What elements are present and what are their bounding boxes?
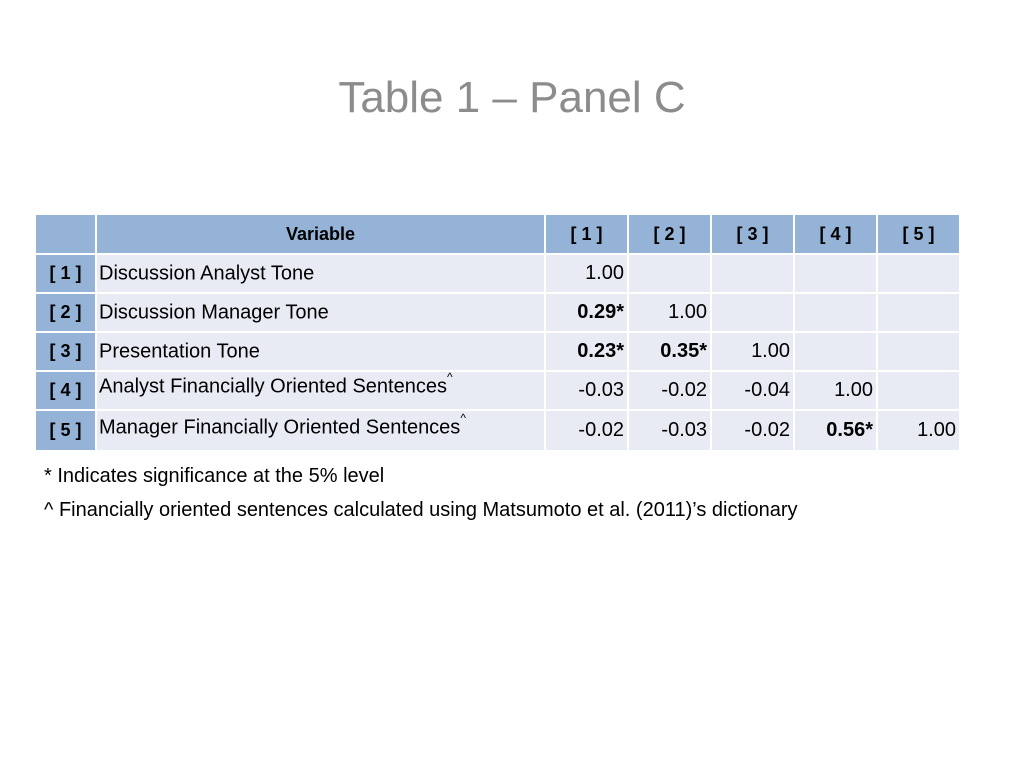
correlation-table <box>34 213 961 452</box>
table-row <box>36 255 959 292</box>
value-cell <box>878 294 959 331</box>
row-id: [ 2 ] <box>36 294 95 331</box>
table-row <box>36 411 959 450</box>
value-cell: 1.00 <box>795 372 876 409</box>
value-cell <box>878 333 959 370</box>
footnote-marker: ^ <box>446 370 453 384</box>
value-cell <box>712 294 793 331</box>
row-id: [ 3 ] <box>36 333 95 370</box>
value-cell <box>795 333 876 370</box>
value-cell: 0.29* <box>546 294 627 331</box>
header-corner-cell <box>36 215 95 253</box>
slide-title: Table 1 – Panel C <box>338 73 686 122</box>
header-col-5: [ 5 ] <box>878 215 959 253</box>
value-cell <box>795 255 876 292</box>
value-cell <box>712 255 793 292</box>
header-col-1: [ 1 ] <box>546 215 627 253</box>
value-cell: 1.00 <box>546 255 627 292</box>
value-cell: 1.00 <box>629 294 710 331</box>
value-cell: 0.56* <box>795 411 876 450</box>
value-cell: -0.02 <box>712 411 793 450</box>
value-cell: -0.02 <box>629 372 710 409</box>
variable-name <box>97 372 544 409</box>
table-header-row <box>36 215 959 253</box>
value-cell: -0.03 <box>546 372 627 409</box>
variable-label: Analyst Financially Oriented Sentences <box>99 375 447 398</box>
variable-name <box>97 294 544 331</box>
header-variable: Variable <box>97 215 544 253</box>
footnote-marker: ^ <box>460 411 466 425</box>
header-col-4: [ 4 ] <box>795 215 876 253</box>
variable-name <box>97 255 544 292</box>
row-id: [ 5 ] <box>36 411 95 450</box>
value-cell: -0.02 <box>546 411 627 450</box>
variable-name <box>97 411 544 450</box>
variable-name <box>97 333 544 370</box>
value-cell: 1.00 <box>712 333 793 370</box>
value-cell: 0.35* <box>629 333 710 370</box>
header-col-3: [ 3 ] <box>712 215 793 253</box>
header-col-2: [ 2 ] <box>629 215 710 253</box>
variable-label: Discussion Manager Tone <box>99 301 329 324</box>
value-cell: -0.03 <box>629 411 710 450</box>
value-cell: -0.04 <box>712 372 793 409</box>
value-cell <box>878 372 959 409</box>
table-row <box>36 372 959 409</box>
value-cell <box>795 294 876 331</box>
value-cell <box>629 255 710 292</box>
value-cell <box>878 255 959 292</box>
row-id: [ 4 ] <box>36 372 95 409</box>
significance-note: * Indicates significance at the 5% level <box>44 465 385 487</box>
row-id: [ 1 ] <box>36 255 95 292</box>
value-cell: 0.23* <box>546 333 627 370</box>
value-cell: 1.00 <box>878 411 959 450</box>
variable-label: Manager Financially Oriented Sentences <box>99 416 461 439</box>
table-notes <box>44 459 798 527</box>
variable-label: Discussion Analyst Tone <box>99 262 315 285</box>
dictionary-note: ^ Financially oriented sentences calculated using Matsumoto et al. (2011)’s dictionary <box>44 499 798 521</box>
variable-label: Presentation Tone <box>99 340 260 363</box>
table-row <box>36 333 959 370</box>
table-row <box>36 294 959 331</box>
